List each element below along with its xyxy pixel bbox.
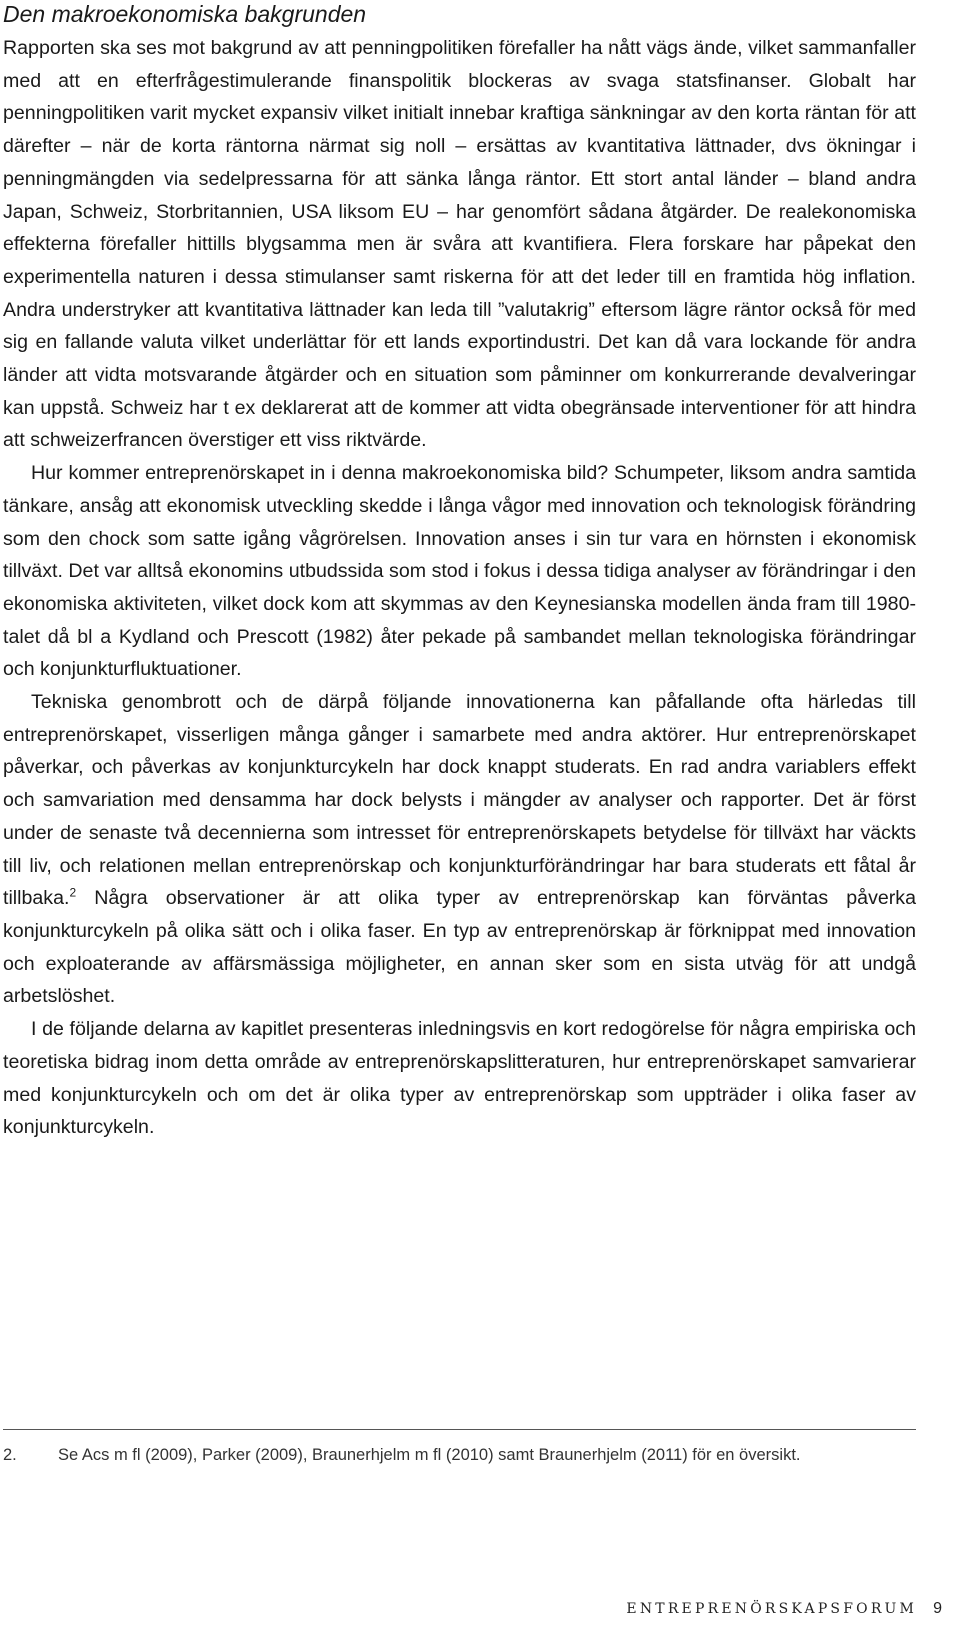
section-heading: Den makroekonomiska bakgrunden bbox=[3, 1, 367, 27]
footnote-number: 2. bbox=[3, 1446, 17, 1464]
paragraph bbox=[3, 457, 916, 686]
page-footer bbox=[626, 1600, 942, 1618]
body-text bbox=[3, 32, 916, 1144]
publisher-name: ENTREPRENÖRSKAPSFORUM bbox=[626, 1601, 918, 1617]
paragraph bbox=[3, 1013, 916, 1144]
paragraph bbox=[3, 32, 916, 457]
footnote bbox=[3, 1442, 916, 1469]
page-number: 9 bbox=[933, 1600, 942, 1617]
paragraph bbox=[3, 686, 916, 1013]
paragraph-text: Rapporten ska ses mot bakgrund av att penningpolitiken förefaller ha nått vägs ände, vilket sammanfaller med att en efterfrågestimulerande finanspolitik blockeras av svaga statsfinanser. Globalt har penningpolitiken varit mycket expansiv vilket initialt innebar kraftiga sänkningar av den korta räntan för att därefter – när de korta räntorna närmat sig noll – ersättas av kvantitativa lättnader, dvs ökningar i penningmängden via sedelpressarna för att sänka långa räntor. Ett stort antal länder – bland andra Japan, Schweiz, Storbritannien, USA liksom EU – har genomfört sådana åtgärder. De realekonomiska effekterna förefaller hittills blygsamma men är svåra att kvantifiera. Flera forskare har påpekat den experimentella naturen i dessa stimulanser samt riskerna för att det leder till en framtida hög inflation. Andra understryker att kvantitativa lättnader kan leda till ”valutakrig” eftersom lägre räntor också för med sig en fallande valuta vilket underlättar för ett lands exportindustri. Det kan då vara lockande för andra länder att vidta motsvarande åtgärder och en situation som påminner om konkurrerande devalveringar kan uppstå. Schweiz har t ex deklarerat att de kommer att vidta obegränsade interventioner för att hindra att schweizerfrancen överstiger ett viss riktvärde. bbox=[3, 37, 916, 452]
paragraph-text: Några observationer är att olika typer av entreprenörskap kan förväntas påverka konjunkturcykeln på olika sätt och i olika faser. En typ av entreprenörskap är förknippat med innovation och exploaterande av affärsmässiga möjligheter, en annan sker som en sista utväg för att undgå arbetslöshet. bbox=[3, 887, 916, 1008]
paragraph-text: Tekniska genombrott och de därpå följande innovationerna kan påfallande ofta härledas till entreprenörskapet, visserligen många gånger i samarbete med andra aktörer. Hur entreprenörskapet påverkar, och påverkas av konjunkturcykeln har dock knappt studerats. En rad andra variablers effekt och samvariation med densamma har dock belysts i mängder av analyser och rapporter. Det är först under de senaste två decennierna som intresset för entreprenörskapets betydelse för tillväxt har väckts till liv, och relationen mellan entreprenörskap och konjunkturförändringar har bara studerats ett fåtal år tillbaka. bbox=[3, 691, 916, 910]
paragraph-text: I de följande delarna av kapitlet presenteras inledningsvis en kort redogörelse för några empiriska och teoretiska bidrag inom detta område av entreprenörskapslitteraturen, hur entreprenörskapet samvarierar med konjunkturcykeln och om det är olika typer av entreprenörskap som uppträder i olika faser av konjunkturcykeln. bbox=[3, 1018, 916, 1139]
footnote-text: Se Acs m fl (2009), Parker (2009), Braunerhjelm m fl (2010) samt Braunerhjelm (2011) för en översikt. bbox=[58, 1446, 801, 1464]
footnote-divider bbox=[3, 1429, 916, 1430]
paragraph-text: Hur kommer entreprenörskapet in i denna makroekonomiska bild? Schumpeter, liksom andra samtida tänkare, ansåg att ekonomisk utveckling skedde i långa vågor med innovation och teknologisk förändring som den chock som satte igång vågrörelsen. Innovation anses i sin tur vara en hörnsten i ekonomisk tillväxt. Det var alltså ekonomins utbudssida som stod i fokus i dessa tidiga analyser av förändringar i den ekonomiska aktiviteten, vilket dock kom att skymmas av den Keynesianska modellen ända fram till 1980-talet då bl a Kydland och Prescott (1982) åter pekade på sambandet mellan teknologiska förändringar och konjunkturfluktuationer. bbox=[3, 462, 916, 681]
footnote-reference[interactable]: 2 bbox=[69, 885, 77, 900]
